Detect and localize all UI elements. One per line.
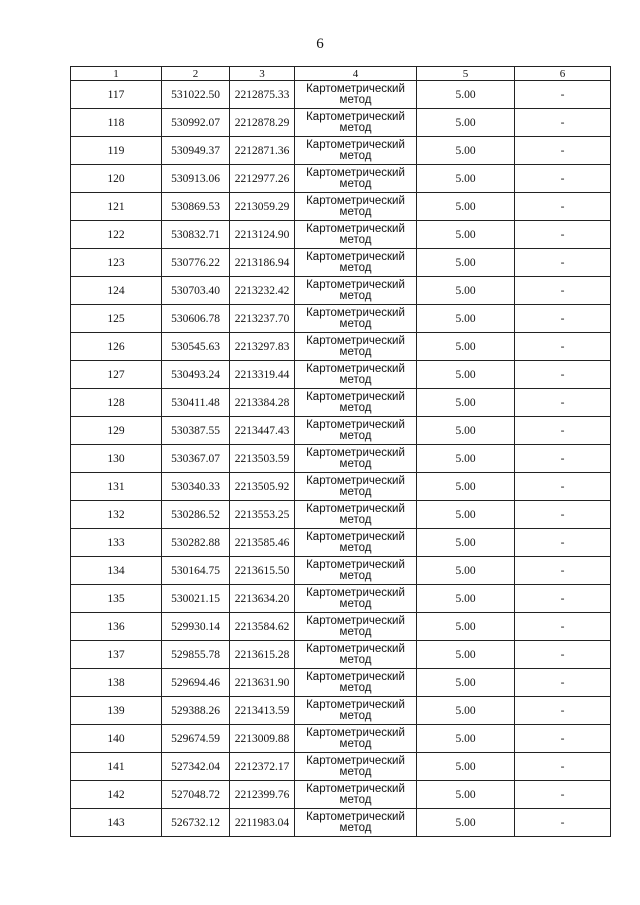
method-cell: Картометрический метод bbox=[295, 165, 417, 193]
accuracy-cell: 5.00 bbox=[417, 669, 515, 697]
header-cell-1: 1 bbox=[71, 67, 162, 81]
y-coordinate-cell: 2213009.88 bbox=[230, 725, 295, 753]
description-cell: - bbox=[515, 221, 611, 249]
accuracy-cell: 5.00 bbox=[417, 557, 515, 585]
x-coordinate-cell: 530949.37 bbox=[162, 137, 230, 165]
method-cell: Картометрический метод bbox=[295, 725, 417, 753]
point-number-cell: 139 bbox=[71, 697, 162, 725]
accuracy-cell: 5.00 bbox=[417, 445, 515, 473]
method-cell: Картометрический метод bbox=[295, 585, 417, 613]
y-coordinate-cell: 2213503.59 bbox=[230, 445, 295, 473]
point-number-cell: 137 bbox=[71, 641, 162, 669]
table-row bbox=[71, 809, 611, 837]
accuracy-cell: 5.00 bbox=[417, 809, 515, 837]
header-cell-3: 3 bbox=[230, 67, 295, 81]
point-number-cell: 141 bbox=[71, 753, 162, 781]
y-coordinate-cell: 2213585.46 bbox=[230, 529, 295, 557]
x-coordinate-cell: 529930.14 bbox=[162, 613, 230, 641]
table-row bbox=[71, 193, 611, 221]
method-cell: Картометрический метод bbox=[295, 641, 417, 669]
point-number-cell: 142 bbox=[71, 781, 162, 809]
description-cell: - bbox=[515, 669, 611, 697]
y-coordinate-cell: 2212878.29 bbox=[230, 109, 295, 137]
table-row bbox=[71, 389, 611, 417]
point-number-cell: 126 bbox=[71, 333, 162, 361]
y-coordinate-cell: 2213186.94 bbox=[230, 249, 295, 277]
x-coordinate-cell: 530387.55 bbox=[162, 417, 230, 445]
x-coordinate-cell: 527342.04 bbox=[162, 753, 230, 781]
method-cell: Картометрический метод bbox=[295, 697, 417, 725]
accuracy-cell: 5.00 bbox=[417, 389, 515, 417]
x-coordinate-cell: 529388.26 bbox=[162, 697, 230, 725]
y-coordinate-cell: 2213384.28 bbox=[230, 389, 295, 417]
accuracy-cell: 5.00 bbox=[417, 277, 515, 305]
x-coordinate-cell: 531022.50 bbox=[162, 81, 230, 109]
method-cell: Картометрический метод bbox=[295, 417, 417, 445]
x-coordinate-cell: 530021.15 bbox=[162, 585, 230, 613]
accuracy-cell: 5.00 bbox=[417, 333, 515, 361]
point-number-cell: 133 bbox=[71, 529, 162, 557]
method-cell: Картометрический метод bbox=[295, 333, 417, 361]
table-row bbox=[71, 445, 611, 473]
table-row bbox=[71, 81, 611, 109]
table-row bbox=[71, 221, 611, 249]
table-row bbox=[71, 725, 611, 753]
method-cell: Картометрический метод bbox=[295, 473, 417, 501]
y-coordinate-cell: 2213237.70 bbox=[230, 305, 295, 333]
x-coordinate-cell: 530286.52 bbox=[162, 501, 230, 529]
method-cell: Картометрический метод bbox=[295, 277, 417, 305]
description-cell: - bbox=[515, 81, 611, 109]
method-cell: Картометрический метод bbox=[295, 137, 417, 165]
point-number-cell: 123 bbox=[71, 249, 162, 277]
x-coordinate-cell: 529694.46 bbox=[162, 669, 230, 697]
point-number-cell: 131 bbox=[71, 473, 162, 501]
accuracy-cell: 5.00 bbox=[417, 249, 515, 277]
x-coordinate-cell: 527048.72 bbox=[162, 781, 230, 809]
x-coordinate-cell: 530776.22 bbox=[162, 249, 230, 277]
x-coordinate-cell: 530832.71 bbox=[162, 221, 230, 249]
method-cell: Картометрический метод bbox=[295, 445, 417, 473]
y-coordinate-cell: 2213447.43 bbox=[230, 417, 295, 445]
y-coordinate-cell: 2213059.29 bbox=[230, 193, 295, 221]
header-cell-5: 5 bbox=[417, 67, 515, 81]
description-cell: - bbox=[515, 193, 611, 221]
x-coordinate-cell: 530913.06 bbox=[162, 165, 230, 193]
y-coordinate-cell: 2213505.92 bbox=[230, 473, 295, 501]
table-row bbox=[71, 529, 611, 557]
description-cell: - bbox=[515, 137, 611, 165]
description-cell: - bbox=[515, 333, 611, 361]
coordinates-table bbox=[70, 66, 611, 837]
method-cell: Картометрический метод bbox=[295, 109, 417, 137]
description-cell: - bbox=[515, 417, 611, 445]
point-number-cell: 122 bbox=[71, 221, 162, 249]
y-coordinate-cell: 2213631.90 bbox=[230, 669, 295, 697]
accuracy-cell: 5.00 bbox=[417, 613, 515, 641]
accuracy-cell: 5.00 bbox=[417, 501, 515, 529]
x-coordinate-cell: 529855.78 bbox=[162, 641, 230, 669]
point-number-cell: 120 bbox=[71, 165, 162, 193]
point-number-cell: 136 bbox=[71, 613, 162, 641]
description-cell: - bbox=[515, 725, 611, 753]
description-cell: - bbox=[515, 753, 611, 781]
table-row bbox=[71, 249, 611, 277]
point-number-cell: 135 bbox=[71, 585, 162, 613]
table-row bbox=[71, 501, 611, 529]
accuracy-cell: 5.00 bbox=[417, 193, 515, 221]
header-cell-6: 6 bbox=[515, 67, 611, 81]
x-coordinate-cell: 530411.48 bbox=[162, 389, 230, 417]
x-coordinate-cell: 530367.07 bbox=[162, 445, 230, 473]
table-row bbox=[71, 753, 611, 781]
table-body bbox=[71, 67, 611, 837]
method-cell: Картометрический метод bbox=[295, 81, 417, 109]
point-number-cell: 119 bbox=[71, 137, 162, 165]
point-number-cell: 128 bbox=[71, 389, 162, 417]
point-number-cell: 130 bbox=[71, 445, 162, 473]
description-cell: - bbox=[515, 361, 611, 389]
accuracy-cell: 5.00 bbox=[417, 697, 515, 725]
y-coordinate-cell: 2213413.59 bbox=[230, 697, 295, 725]
table-row bbox=[71, 641, 611, 669]
x-coordinate-cell: 530869.53 bbox=[162, 193, 230, 221]
table-row bbox=[71, 361, 611, 389]
x-coordinate-cell: 530703.40 bbox=[162, 277, 230, 305]
point-number-cell: 138 bbox=[71, 669, 162, 697]
method-cell: Картометрический метод bbox=[295, 221, 417, 249]
table-row bbox=[71, 165, 611, 193]
description-cell: - bbox=[515, 501, 611, 529]
point-number-cell: 129 bbox=[71, 417, 162, 445]
y-coordinate-cell: 2211983.04 bbox=[230, 809, 295, 837]
point-number-cell: 121 bbox=[71, 193, 162, 221]
point-number-cell: 143 bbox=[71, 809, 162, 837]
table-row bbox=[71, 669, 611, 697]
method-cell: Картометрический метод bbox=[295, 613, 417, 641]
table-row bbox=[71, 305, 611, 333]
accuracy-cell: 5.00 bbox=[417, 361, 515, 389]
method-cell: Картометрический метод bbox=[295, 753, 417, 781]
y-coordinate-cell: 2212399.76 bbox=[230, 781, 295, 809]
accuracy-cell: 5.00 bbox=[417, 641, 515, 669]
accuracy-cell: 5.00 bbox=[417, 109, 515, 137]
y-coordinate-cell: 2212875.33 bbox=[230, 81, 295, 109]
description-cell: - bbox=[515, 641, 611, 669]
method-cell: Картометрический метод bbox=[295, 193, 417, 221]
y-coordinate-cell: 2213232.42 bbox=[230, 277, 295, 305]
accuracy-cell: 5.00 bbox=[417, 137, 515, 165]
description-cell: - bbox=[515, 613, 611, 641]
x-coordinate-cell: 529674.59 bbox=[162, 725, 230, 753]
description-cell: - bbox=[515, 809, 611, 837]
y-coordinate-cell: 2213124.90 bbox=[230, 221, 295, 249]
y-coordinate-cell: 2213615.50 bbox=[230, 557, 295, 585]
description-cell: - bbox=[515, 165, 611, 193]
y-coordinate-cell: 2213553.25 bbox=[230, 501, 295, 529]
accuracy-cell: 5.00 bbox=[417, 473, 515, 501]
accuracy-cell: 5.00 bbox=[417, 165, 515, 193]
description-cell: - bbox=[515, 305, 611, 333]
description-cell: - bbox=[515, 557, 611, 585]
y-coordinate-cell: 2213319.44 bbox=[230, 361, 295, 389]
y-coordinate-cell: 2213615.28 bbox=[230, 641, 295, 669]
y-coordinate-cell: 2213634.20 bbox=[230, 585, 295, 613]
method-cell: Картометрический метод bbox=[295, 557, 417, 585]
header-cell-4: 4 bbox=[295, 67, 417, 81]
y-coordinate-cell: 2212871.36 bbox=[230, 137, 295, 165]
y-coordinate-cell: 2212372.17 bbox=[230, 753, 295, 781]
method-cell: Картометрический метод bbox=[295, 809, 417, 837]
table-row bbox=[71, 473, 611, 501]
method-cell: Картометрический метод bbox=[295, 361, 417, 389]
y-coordinate-cell: 2212977.26 bbox=[230, 165, 295, 193]
method-cell: Картометрический метод bbox=[295, 305, 417, 333]
y-coordinate-cell: 2213584.62 bbox=[230, 613, 295, 641]
table-row bbox=[71, 781, 611, 809]
x-coordinate-cell: 530282.88 bbox=[162, 529, 230, 557]
accuracy-cell: 5.00 bbox=[417, 81, 515, 109]
table-row bbox=[71, 557, 611, 585]
method-cell: Картометрический метод bbox=[295, 501, 417, 529]
accuracy-cell: 5.00 bbox=[417, 753, 515, 781]
table-header-row bbox=[71, 67, 611, 81]
description-cell: - bbox=[515, 249, 611, 277]
point-number-cell: 124 bbox=[71, 277, 162, 305]
accuracy-cell: 5.00 bbox=[417, 417, 515, 445]
accuracy-cell: 5.00 bbox=[417, 529, 515, 557]
description-cell: - bbox=[515, 109, 611, 137]
table-row bbox=[71, 137, 611, 165]
accuracy-cell: 5.00 bbox=[417, 585, 515, 613]
point-number-cell: 118 bbox=[71, 109, 162, 137]
x-coordinate-cell: 530992.07 bbox=[162, 109, 230, 137]
accuracy-cell: 5.00 bbox=[417, 305, 515, 333]
point-number-cell: 134 bbox=[71, 557, 162, 585]
accuracy-cell: 5.00 bbox=[417, 781, 515, 809]
accuracy-cell: 5.00 bbox=[417, 725, 515, 753]
table-row bbox=[71, 697, 611, 725]
x-coordinate-cell: 530606.78 bbox=[162, 305, 230, 333]
point-number-cell: 140 bbox=[71, 725, 162, 753]
table-row bbox=[71, 417, 611, 445]
method-cell: Картометрический метод bbox=[295, 781, 417, 809]
method-cell: Картометрический метод bbox=[295, 249, 417, 277]
table-row bbox=[71, 333, 611, 361]
description-cell: - bbox=[515, 473, 611, 501]
table-row bbox=[71, 109, 611, 137]
description-cell: - bbox=[515, 277, 611, 305]
method-cell: Картометрический метод bbox=[295, 669, 417, 697]
accuracy-cell: 5.00 bbox=[417, 221, 515, 249]
point-number-cell: 132 bbox=[71, 501, 162, 529]
description-cell: - bbox=[515, 389, 611, 417]
point-number-cell: 125 bbox=[71, 305, 162, 333]
method-cell: Картометрический метод bbox=[295, 389, 417, 417]
point-number-cell: 127 bbox=[71, 361, 162, 389]
x-coordinate-cell: 530164.75 bbox=[162, 557, 230, 585]
description-cell: - bbox=[515, 445, 611, 473]
table-row bbox=[71, 277, 611, 305]
y-coordinate-cell: 2213297.83 bbox=[230, 333, 295, 361]
x-coordinate-cell: 530545.63 bbox=[162, 333, 230, 361]
description-cell: - bbox=[515, 781, 611, 809]
page-number: 6 bbox=[316, 36, 324, 52]
table-row bbox=[71, 585, 611, 613]
table-row bbox=[71, 613, 611, 641]
description-cell: - bbox=[515, 585, 611, 613]
header-cell-2: 2 bbox=[162, 67, 230, 81]
x-coordinate-cell: 530493.24 bbox=[162, 361, 230, 389]
x-coordinate-cell: 526732.12 bbox=[162, 809, 230, 837]
x-coordinate-cell: 530340.33 bbox=[162, 473, 230, 501]
description-cell: - bbox=[515, 697, 611, 725]
point-number-cell: 117 bbox=[71, 81, 162, 109]
method-cell: Картометрический метод bbox=[295, 529, 417, 557]
description-cell: - bbox=[515, 529, 611, 557]
